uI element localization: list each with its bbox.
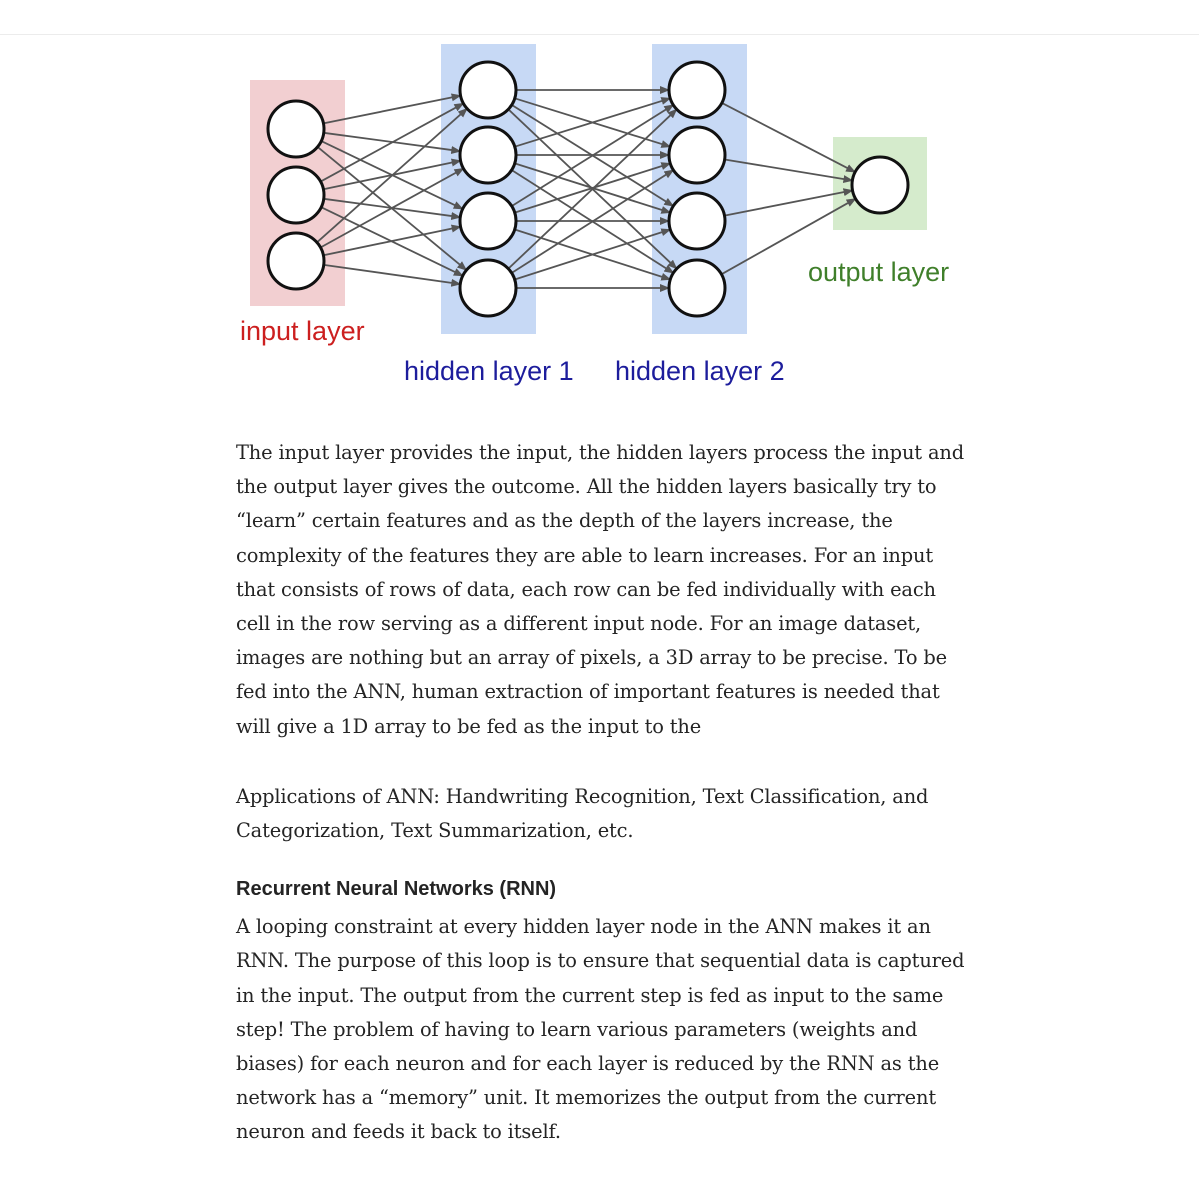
connections [317,90,856,288]
input-layer-label: input layer [240,316,365,346]
hidden-layer-2-label: hidden layer 2 [615,356,785,386]
neural-network-svg [0,0,1199,410]
hidden1-neuron-4 [460,260,516,316]
input-neuron-1 [268,101,324,157]
output-neuron-1 [852,157,908,213]
input-neuron-2 [268,167,324,223]
hidden1-neuron-3 [460,193,516,249]
output-layer-label: output layer [808,257,950,287]
hidden1-neuron-1 [460,62,516,118]
hidden2-neuron-4 [669,260,725,316]
section-heading-rnn: Recurrent Neural Networks (RNN) [236,878,557,901]
paragraph-ann-applications: Applications of ANN: Handwriting Recognition, Text Classification, and Categorization, Text Summarization, etc. [236,784,929,843]
paragraph-rnn-description: A looping constraint at every hidden layer node in the ANN makes it an RNN. The purpose of this loop is to ensure that sequential data is captured in the input. The output from the current step is fed as input to the same step! The problem of having to learn various parameters (weights and biases) for each neuron and for each layer is reduced by the RNN as the network has a “memory” unit. It memorizes the output from the current neuron and feeds it back to itself. [236,915,965,1144]
paragraph-ann-description: The input layer provides the input, the hidden layers process the input and the output layer gives the outcome. All the hidden layers basically try to “learn” certain features and as the depth of the layers increase, the complexity of the features they are able to learn increases. For an input that consists of rows of data, each row can be fed individually with each cell in the row serving as a different input node. For an image dataset, images are nothing but an array of pixels, a 3D array to be precise. To be fed into the ANN, human extraction of important features is needed that will give a 1D array to be fed as the input to the [236,441,964,738]
hidden1-neuron-2 [460,127,516,183]
hidden2-neuron-1 [669,62,725,118]
hidden2-neuron-3 [669,193,725,249]
article-body [236,436,976,1150]
hidden2-neuron-2 [669,127,725,183]
hidden-layer-1-label: hidden layer 1 [404,356,574,386]
input-neuron-3 [268,233,324,289]
neural-network-diagram [0,0,1199,410]
